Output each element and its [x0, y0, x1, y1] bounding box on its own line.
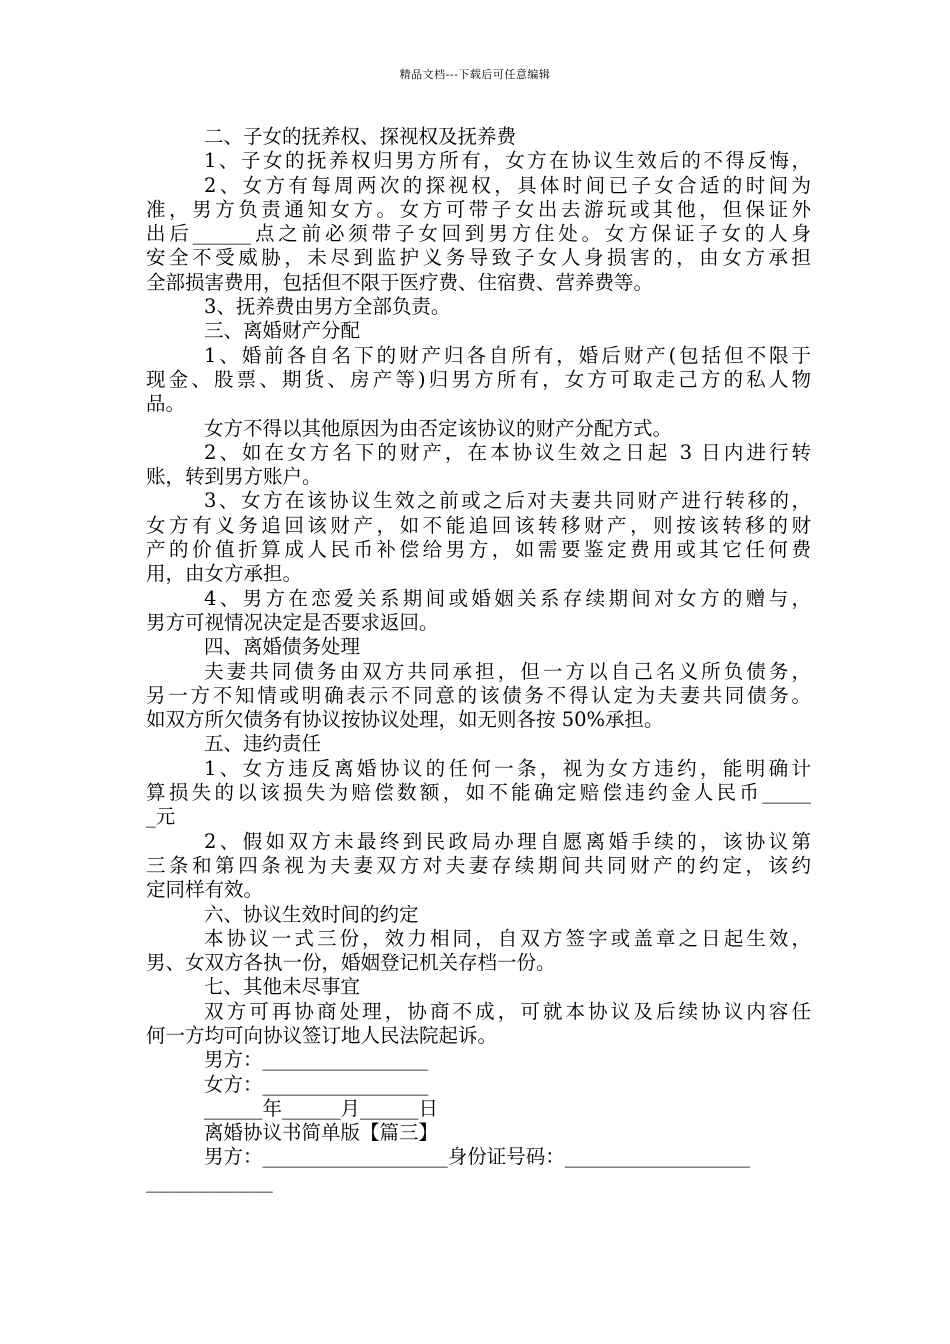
- text-line: 出后______点之前必须带子女回到男方住处。女方保证子女的人身: [146, 222, 811, 246]
- text-line: _____________: [146, 1169, 273, 1193]
- text-line: 2、假如双方未最终到民政局办理自愿离婚手续的，该协议第: [204, 829, 811, 853]
- text-line: 3、抚养费由男方全部负责。: [204, 295, 451, 319]
- text-line: 离婚协议书简单版【篇三】: [204, 1121, 439, 1145]
- text-line: 女方：_________________: [204, 1072, 429, 1096]
- text-line: 三、离婚财产分配: [204, 319, 361, 343]
- text-line: 本协议一式三份，效力相同，自双方签字或盖章之日起生效，: [204, 926, 811, 950]
- text-line: 夫妻共同债务由双方共同承担，但一方以自己名义所负债务，: [204, 659, 811, 683]
- text-line: 四、离婚债务处理: [204, 635, 361, 659]
- text-line: 算损失的以该损失为赔偿数额，如不能确定赔偿违约金人民币_____: [146, 781, 811, 805]
- text-line: 产的价值折算成人民币补偿给男方，如需要鉴定费用或其它任何费: [146, 538, 811, 562]
- text-line: 女方不得以其他原因为由否定该协议的财产分配方式。: [204, 416, 673, 440]
- document-body: [146, 125, 811, 1194]
- text-line: 七、其他未尽事宜: [204, 975, 361, 999]
- text-line: 用，由女方承担。: [146, 562, 303, 586]
- text-line: 另一方不知情或明确表示不同意的该债务不得认定为夫妻共同债务。: [146, 683, 811, 707]
- text-line: 1、婚前各自名下的财产归各自所有，婚后财产(包括但不限于: [204, 343, 811, 367]
- text-line: 1、女方违反离婚协议的任何一条，视为女方违约，能明确计: [204, 756, 811, 780]
- text-line: ______年______月______日: [204, 1096, 439, 1120]
- text-line: 4、男方在恋爱关系期间或婚姻关系存续期间对女方的赠与，: [204, 586, 811, 610]
- text-line: 现金、股票、期货、房产等)归男方所有，女方可取走己方的私人物: [146, 367, 811, 391]
- text-line: 男方可视情况决定是否要求返回。: [146, 610, 439, 634]
- page-header: 精品文档---下载后可任意编辑: [399, 68, 551, 81]
- text-line: 双方可再协商处理，协商不成，可就本协议及后续协议内容任: [204, 999, 811, 1023]
- text-line: _元: [146, 805, 176, 829]
- text-line: 六、协议生效时间的约定: [204, 902, 419, 926]
- text-line: 品。: [146, 392, 186, 416]
- text-line: 2、女方有每周两次的探视权，具体时间已子女合适的时间为: [204, 173, 811, 197]
- text-line: 定同样有效。: [146, 878, 264, 902]
- text-line: 3、女方在该协议生效之前或之后对夫妻共同财产进行转移的，: [204, 489, 811, 513]
- text-line: 三条和第四条视为夫妻双方对夫妻存续期间共同财产的约定，该约: [146, 853, 811, 877]
- text-line: 2、如在女方名下的财产，在本协议生效之日起 3 日内进行转: [204, 440, 811, 464]
- text-line: 二、子女的抚养权、探视权及抚养费: [204, 125, 517, 148]
- text-line: 男方：_________________: [204, 1048, 429, 1072]
- text-line: 男方：___________________身份证号码：___________________: [204, 1145, 751, 1169]
- text-line: 如双方所欠债务有协议按协议处理，如无则各按 50%承担。: [146, 708, 664, 732]
- text-line: 何一方均可向协议签订地人民法院起诉。: [146, 1023, 498, 1047]
- text-line: 全部损害费用，包括但不限于医疗费、住宿费、营养费等。: [146, 270, 654, 294]
- text-line: 男、女双方各执一份，婚姻登记机关存档一份。: [146, 951, 556, 975]
- text-line: 女方有义务追回该财产，如不能追回该转移财产，则按该转移的财: [146, 513, 811, 537]
- text-line: 1、子女的抚养权归男方所有，女方在协议生效后的不得反悔，: [204, 149, 811, 173]
- text-line: 账，转到男方账户。: [146, 465, 322, 489]
- text-line: 五、违约责任: [204, 732, 322, 756]
- text-line: 安全不受威胁，未尽到监护义务导致子女人身损害的，由女方承担: [146, 246, 811, 270]
- text-line: 准，男方负责通知女方。女方可带子女出去游玩或其他，但保证外: [146, 197, 811, 221]
